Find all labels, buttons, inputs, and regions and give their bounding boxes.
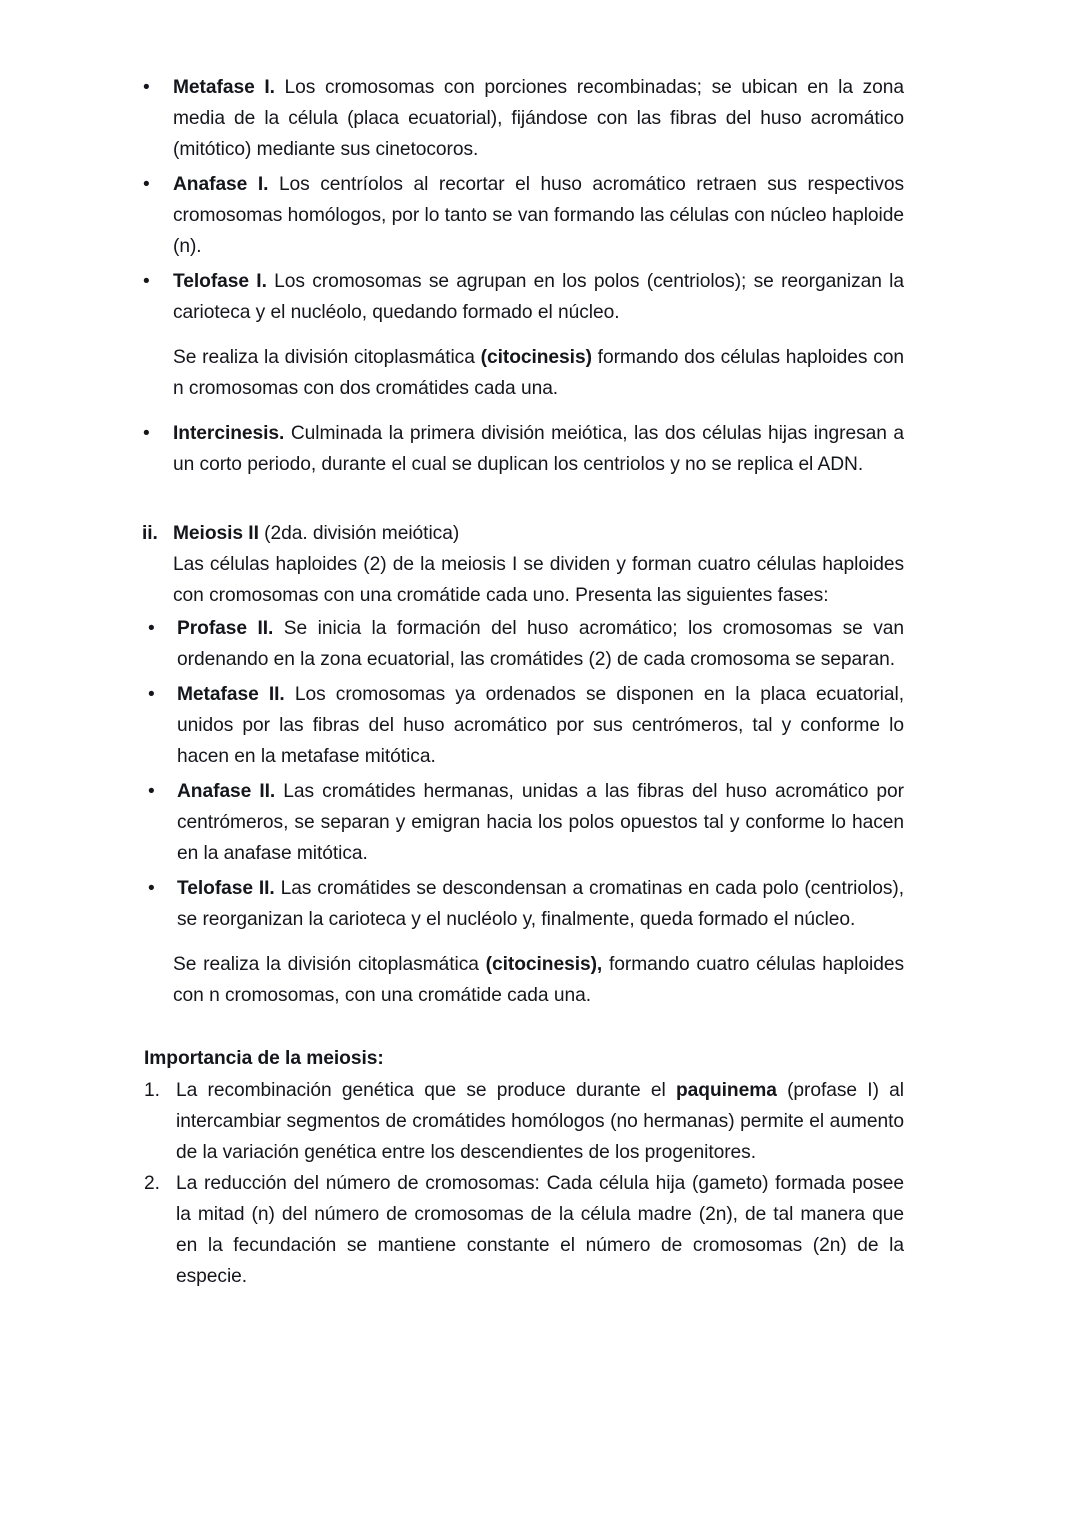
term-body: Las cromátides hermanas, unidas a las fibras del huso acromático por centrómeros, se separan y emigran hacia los polos opuestos tal y conforme lo hacen en la anafase mitótica. [177, 781, 904, 864]
list-item [142, 776, 904, 869]
importance-list [142, 1075, 904, 1292]
citocinesis-i-paragraph [142, 342, 904, 404]
importance-title: Importancia de la meiosis: [144, 1048, 384, 1069]
item-bold-term: paquinema [675, 1080, 777, 1101]
list-item-intercinesis [142, 418, 904, 480]
term-body: Los cromosomas ya ordenados se disponen en la placa ecuatorial, unidos por las fibras del huso acromático por sus centrómeros, tal y conforme lo hacen en la metafase mitótica. [177, 684, 905, 767]
bullet-icon: • [143, 77, 150, 98]
item-tail: (profase I) al intercambiar segmentos de cromátides homólogos (no hermanas) permite el aumento de la variación genética entre los descendientes de los progenitores. [176, 1080, 904, 1163]
bullet-icon: • [148, 684, 155, 705]
term-label: Anafase I. [173, 174, 269, 195]
list-item-text [176, 1168, 904, 1292]
meiosis-ii-intro: Las células haploides (2) de la meiosis I se dividen y forman cuatro células haploides con cromosomas con una cromátide cada uno. Presenta las siguientes fases: [173, 554, 904, 606]
term-label: Intercinesis. [173, 423, 285, 444]
term-body: Los cromosomas con porciones recombinadas; se ubican en la zona media de la célula (placa ecuatorial), fijándose con las fibras del huso acromático (mitótico) mediante sus cinetocoros. [173, 77, 905, 160]
list-item [142, 1075, 904, 1168]
term-body: Culminada la primera división meiótica, las dos células hijas ingresan a un corto periodo, durante el cual se duplican los centriolos y no se replica el ADN. [173, 423, 904, 475]
meiosis-ii-phase-list [142, 613, 904, 935]
meiosis-ii-heading-block [142, 518, 904, 611]
bullet-icon: • [143, 271, 150, 292]
citocinesis-ii-lead: Se realiza la división citoplasmática [173, 954, 486, 975]
list-number: 2. [144, 1173, 160, 1194]
citocinesis-i-term: (citocinesis) [480, 347, 592, 368]
list-item-text [176, 1075, 904, 1168]
term-body: Los cromosomas se agrupan en los polos (centriolos); se reorganizan la carioteca y el nucléolo, quedando formado el núcleo. [173, 271, 904, 323]
term-label: Metafase I. [173, 77, 275, 98]
list-item [142, 873, 904, 935]
list-item-text [173, 418, 904, 480]
list-item-text [177, 776, 904, 869]
meiosis-ii-title: Meiosis II [173, 523, 259, 544]
term-label: Telofase II. [177, 878, 275, 899]
list-item-text [173, 169, 904, 262]
bullet-icon: • [148, 878, 155, 899]
bullet-icon: • [148, 618, 155, 639]
citocinesis-ii-term: (citocinesis), [485, 954, 603, 975]
term-label: Telofase I. [173, 271, 267, 292]
term-body: Las cromátides se descondensan a cromatinas en cada polo (centriolos), se reorganizan la carioteca y el nucléolo y, finalmente, queda formado el núcleo. [177, 878, 904, 930]
list-item [142, 613, 904, 675]
meiosis-ii-heading [173, 518, 904, 549]
roman-numeral-marker: ii. [142, 523, 158, 544]
term-label: Profase II. [177, 618, 274, 639]
list-item-text [177, 873, 904, 935]
list-item [142, 169, 904, 262]
bullet-icon: • [143, 174, 150, 195]
term-body: Se inicia la formación del huso acromático; los cromosomas se van ordenando en la zona ecuatorial, las cromátides (2) de cada cromosoma se separan. [177, 618, 904, 670]
citocinesis-ii-paragraph [142, 949, 904, 1011]
document-content [142, 72, 904, 1292]
item-lead: La reducción del número de cromosomas: Cada célula hija (gameto) formada posee la mitad (n) del número de cromosomas de la célula madre (2n), de tal manera que en la fecundación se mantiene constante el número de cromosomas (2n) de la especie. [176, 1173, 904, 1287]
list-item-text [177, 613, 904, 675]
spacer [142, 484, 904, 502]
term-label: Metafase II. [177, 684, 285, 705]
list-item-text [173, 266, 904, 328]
list-item [142, 72, 904, 165]
item-lead: La recombinación genética que se produce durante el [176, 1080, 676, 1101]
list-item-text [173, 72, 904, 165]
list-item-text [177, 679, 904, 772]
meiosis-ii-subtitle: (2da. división meiótica) [258, 523, 460, 544]
list-item [142, 1168, 904, 1292]
citocinesis-i-lead: Se realiza la división citoplasmática [173, 347, 481, 368]
term-body: Los centríolos al recortar el huso acromático retraen sus respectivos cromosomas homólogos, por lo tanto se van formando las células con núcleo haploide (n). [173, 174, 904, 257]
list-item [142, 266, 904, 328]
citocinesis-i-tail: formando dos células haploides con n cromosomas con dos cromátides cada una. [173, 347, 904, 399]
meiosis-i-phase-list [142, 72, 904, 328]
term-label: Anafase II. [177, 781, 276, 802]
list-number: 1. [144, 1080, 160, 1101]
bullet-icon: • [143, 423, 150, 444]
citocinesis-ii-tail: formando cuatro células haploides con n cromosomas, con una cromátide cada una. [173, 954, 904, 1006]
list-item [142, 679, 904, 772]
bullet-icon: • [148, 781, 155, 802]
